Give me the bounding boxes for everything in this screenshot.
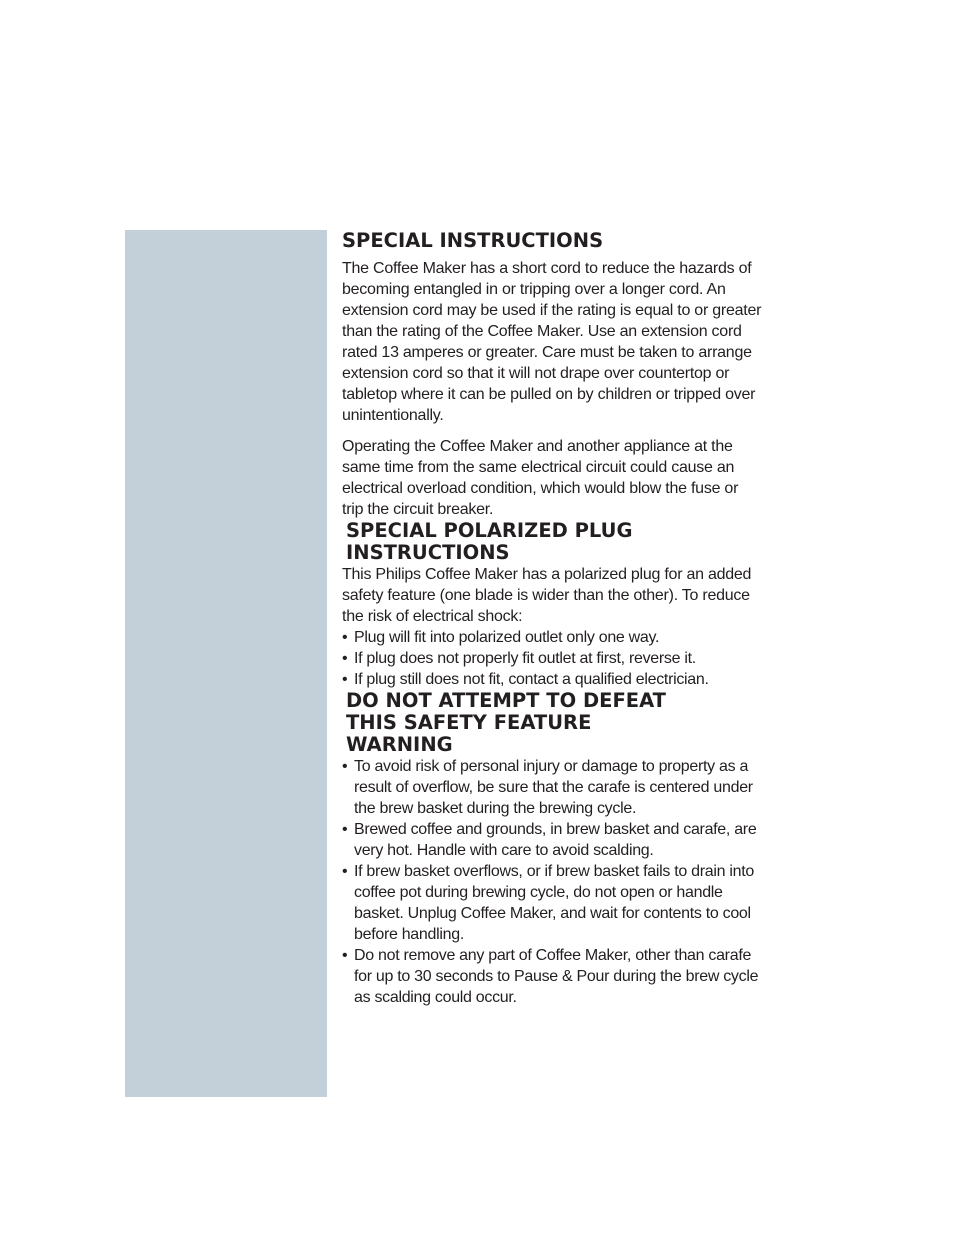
list-item: • Brewed coffee and grounds, in brew basket and carafe, are very hot. Handle with care to avoid scalding. <box>342 819 762 861</box>
list-item: • If brew basket overflows, or if brew basket fails to drain into coffee pot during brewing cycle, do not open or handle basket. Unplug Coffee Maker, and wait for contents to cool before handling. <box>342 861 762 945</box>
list-item: • Do not remove any part of Coffee Maker, other than carafe for up to 30 seconds to Pause & Pour during the brew cycle as scalding could occur. <box>342 945 762 1008</box>
warning-heading: WARNING <box>346 733 453 756</box>
warning-list <box>342 756 762 1008</box>
special-instructions-heading: SPECIAL INSTRUCTIONS <box>342 229 604 252</box>
polarized-plug-heading <box>342 520 762 564</box>
polarized-plug-heading-line1: SPECIAL POLARIZED PLUG <box>346 519 633 542</box>
defeat-heading <box>342 690 762 734</box>
list-item: • If plug still does not fit, contact a qualified electrician. <box>342 669 762 690</box>
defeat-heading-line1: DO NOT ATTEMPT TO DEFEAT <box>346 689 666 712</box>
list-item: • To avoid risk of personal injury or damage to property as a result of overflow, be sure that the carafe is centered under the brew basket during the brewing cycle. <box>342 756 762 819</box>
sidebar-panel <box>125 230 327 1097</box>
cord-paragraph: The Coffee Maker has a short cord to reduce the hazards of becoming entangled in or tripping over a longer cord. An extension cord may be used if the rating is equal to or greater than the rating of the Coffee Maker. Use an extension cord rated 13 amperes or greater. Care must be taken to arrange extension cord so that it will not drape over countertop or tabletop where it can be pulled on by children or tripped over unintentionally. <box>342 260 762 424</box>
polarized-plug-list <box>342 627 762 690</box>
overload-paragraph: Operating the Coffee Maker and another appliance at the same time from the same electrical circuit could cause an electrical overload condition, which would blow the fuse or trip the circuit breaker. <box>342 438 739 518</box>
list-item: • If plug does not properly fit outlet at first, reverse it. <box>342 648 762 669</box>
polarized-plug-intro: This Philips Coffee Maker has a polarized plug for an added safety feature (one blade is wider than the other). To reduce the risk of electrical shock: <box>342 566 752 625</box>
instructions-content <box>342 228 762 1008</box>
list-item: • Plug will fit into polarized outlet only one way. <box>342 627 762 648</box>
polarized-plug-heading-line2: INSTRUCTIONS <box>346 541 510 564</box>
defeat-heading-line2: THIS SAFETY FEATURE <box>346 711 592 734</box>
